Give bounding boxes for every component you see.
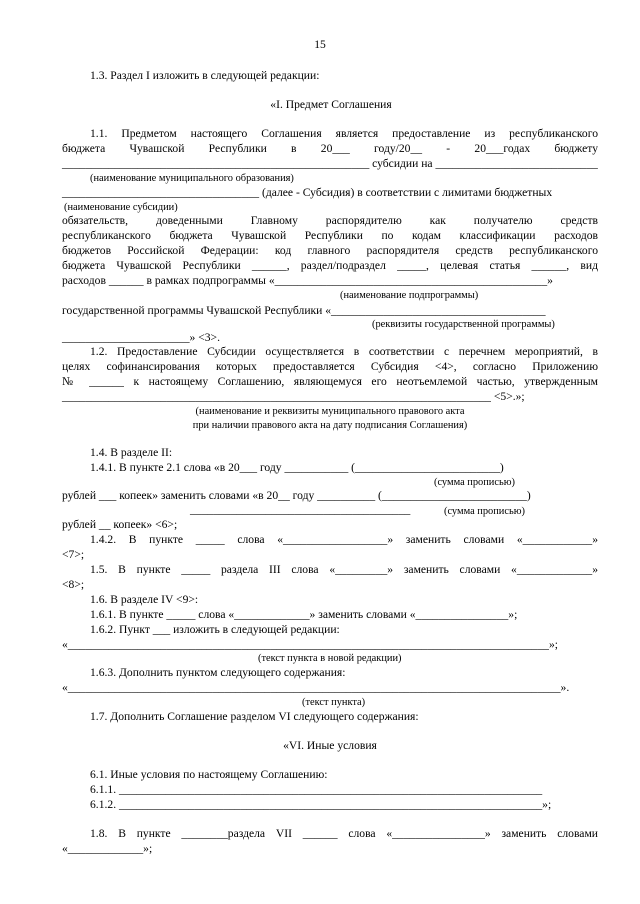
paragraph-line: <8>; <box>62 578 85 591</box>
paragraph-line: 1.8. В пункте ________раздела VII ______ слова «________________» заменить словами <box>90 827 598 840</box>
paragraph-line: 1.4. В разделе II: <box>90 446 173 459</box>
paragraph-line: № ______ к настоящему Соглашению, являющемуся его неотъемлемой частью, утвержденным <box>62 375 598 388</box>
paragraph-line: __________________________________________________________________________ <5>.»; <box>62 390 525 403</box>
paragraph-line: __________________________________ (далее - Субсидия) в соответствии с лимитами бюджетных <box>62 186 553 199</box>
field-caption: при наличии правового акта на дату подписания Соглашения) <box>192 420 468 431</box>
field-caption: (сумма прописью) <box>434 477 515 488</box>
paragraph-line: 1.4.1. В пункте 2.1 слова «в 20___ году ___________ (_________________________) <box>90 461 504 474</box>
field-caption: (текст пункта в новой редакции) <box>258 653 402 664</box>
paragraph-line: 1.1. Предметом настоящего Соглашения является предоставление из республиканского <box>90 127 598 140</box>
paragraph-line: бюджета Чувашской Республики в 20___ году/20__ - 20___годах бюджету <box>62 142 598 155</box>
paragraph-line: _____________________________________________________ субсидии на ____________________________ <box>62 157 598 170</box>
paragraph-line: «___________________________________________________________________________________»; <box>62 638 558 651</box>
paragraph-line: бюджета Чувашской Республики ______, раздел/подраздел _____, целевая статья ______, вид <box>62 259 598 272</box>
section-heading: «VI. Иные условия <box>283 739 377 752</box>
field-caption: (наименование субсидии) <box>64 202 178 213</box>
paragraph-line: «_____________________________________________________________________________________». <box>62 681 570 694</box>
paragraph-line: целях софинансирования которых предоставляется Субсидия <4>, согласно Приложению <box>62 360 598 373</box>
paragraph-line: рублей __ копеек» <6>; <box>62 518 178 531</box>
paragraph-line: расходов ______ в рамках подпрограммы «_______________________________________________» <box>62 274 553 287</box>
field-caption: (наименование муниципального образования) <box>90 173 294 184</box>
paragraph-line: государственной программы Чувашской Республики «_____________________________________ <box>62 304 546 317</box>
paragraph-line: 1.6.2. Пункт ___ изложить в следующей редакции: <box>90 623 340 636</box>
field-caption: (наименование подпрограммы) <box>340 290 479 301</box>
paragraph-line: «_____________»; <box>62 842 153 855</box>
field-caption: (реквизиты государственной программы) <box>372 319 555 330</box>
paragraph-line: республиканского бюджета Чувашской Республики по кодам классификации расходов <box>62 229 598 242</box>
paragraph-line: 1.2. Предоставление Субсидии осуществляется в соответствии с перечнем мероприятий, в <box>90 345 598 358</box>
paragraph-line: <7>; <box>62 548 85 561</box>
paragraph-line: 1.7. Дополнить Соглашение разделом VI следующего содержания: <box>90 710 419 723</box>
paragraph-line: ______________________________________ <box>190 503 411 516</box>
paragraph-line: обязательств, доведенными Главному распорядителю как получателю средств <box>62 214 598 227</box>
paragraph-line: 1.6. В разделе IV <9>: <box>90 593 199 606</box>
section-heading: «I. Предмет Соглашения <box>270 98 392 111</box>
paragraph-line: ______________________» <3>. <box>62 331 220 344</box>
paragraph-line: 1.3. Раздел I изложить в следующей редакции: <box>90 69 320 82</box>
paragraph-line: бюджетов Российской Федерации: код главного распорядителя средств республиканского <box>62 244 598 257</box>
field-caption: (текст пункта) <box>302 697 366 708</box>
field-caption: (наименование и реквизиты муниципального правового акта <box>195 406 465 417</box>
paragraph-line: рублей ___ копеек» заменить словами «в 20__ году __________ (_________________________) <box>62 489 531 502</box>
field-caption: (сумма прописью) <box>444 506 525 517</box>
paragraph-line: 6.1. Иные условия по настоящему Соглашению: <box>90 768 328 781</box>
paragraph-line: 6.1.2. _________________________________________________________________________»; <box>90 798 552 811</box>
paragraph-line: 1.6.3. Дополнить пунктом следующего содержания: <box>90 666 346 679</box>
paragraph-line: 1.4.2. В пункте _____ слова «__________________» заменить словами «____________» <box>90 533 598 546</box>
paragraph-line: 1.6.1. В пункте _____ слова «_____________» заменить словами «________________»; <box>90 608 518 621</box>
paragraph-line: 6.1.1. _________________________________________________________________________ <box>90 783 543 796</box>
paragraph-line: 1.5. В пункте _____ раздела III слова «_________» заменить словами «_____________» <box>90 563 598 576</box>
page-number: 15 <box>314 38 326 51</box>
